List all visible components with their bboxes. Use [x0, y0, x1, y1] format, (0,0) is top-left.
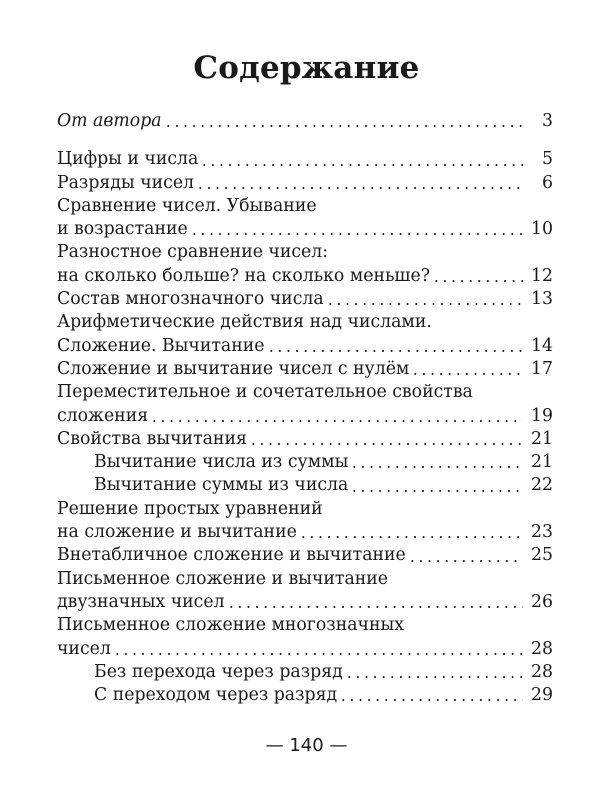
toc-entry[interactable]	[57, 568, 553, 615]
dot-leader	[408, 544, 523, 567]
page-number: 25	[531, 545, 553, 566]
toc-subentry[interactable]	[57, 684, 553, 707]
dot-leader	[432, 265, 523, 288]
page-number: 19	[531, 405, 553, 426]
page-number: 3	[542, 111, 553, 131]
toc-entry[interactable]	[57, 358, 553, 381]
page-number: 26	[531, 591, 553, 612]
toc-entry[interactable]	[57, 311, 553, 358]
toc-entry-line: Письменное сложение многозначных	[57, 615, 404, 636]
toc-entry-label: Разряды чисел	[57, 172, 195, 193]
page-number: 17	[531, 358, 553, 379]
section-gap	[57, 133, 553, 148]
toc-entry-line: Разностное сравнение чисел:	[57, 242, 329, 263]
toc-entry[interactable]	[57, 381, 553, 428]
toc-entry[interactable]	[57, 241, 553, 288]
dot-leader	[267, 335, 523, 358]
page-number: 6	[542, 172, 553, 193]
toc-subentry[interactable]	[57, 474, 553, 497]
toc-entry-label: Без перехода через разряд	[94, 661, 343, 682]
toc-entry-label: Вычитание суммы из числа	[94, 475, 349, 496]
page-number: 5	[542, 149, 553, 170]
toc-subentry[interactable]	[57, 451, 553, 474]
page-footer-number: — 140 —	[265, 735, 348, 756]
dot-leader	[190, 218, 523, 241]
page-number: 10	[531, 219, 553, 240]
page-number: 14	[531, 335, 553, 356]
dot-leader	[350, 451, 523, 474]
dot-leader	[350, 474, 523, 497]
page-number: 21	[531, 452, 553, 473]
toc-entry[interactable]	[57, 544, 553, 567]
toc-entry[interactable]	[57, 172, 553, 195]
dot-leader	[339, 684, 523, 707]
page-number: 22	[531, 475, 553, 496]
toc-entry-label: Состав многозначного числа	[57, 289, 324, 310]
toc-entry-label: на сколько больше? на сколько меньше?	[57, 265, 430, 286]
dot-leader	[200, 148, 523, 171]
toc-entry-line: Переместительное и сочетательное свойства	[57, 382, 473, 403]
dot-leader	[326, 288, 523, 311]
dot-leader	[150, 405, 523, 428]
toc-entry-line: Письменное сложение и вычитание	[57, 568, 389, 589]
dot-leader	[227, 591, 523, 614]
toc-entry-label: сложения	[57, 405, 149, 426]
dot-leader	[299, 521, 523, 544]
page-number: 23	[531, 522, 553, 543]
dot-leader	[411, 358, 523, 381]
toc-entry-line: Решение простых уравнений	[57, 498, 323, 519]
toc-entry[interactable]	[57, 288, 553, 311]
toc-entry-label: От автора	[57, 111, 162, 131]
toc-subentry[interactable]	[57, 661, 553, 684]
toc-entry-label: Свойства вычитания	[57, 428, 247, 449]
toc-entry[interactable]	[57, 498, 553, 545]
toc-entry[interactable]	[57, 428, 553, 451]
dot-leader	[113, 638, 523, 661]
toc-entry-label: Цифры и числа	[57, 149, 199, 170]
dot-leader	[164, 110, 523, 133]
toc-entry[interactable]	[57, 614, 553, 661]
page-number: 28	[531, 661, 553, 682]
toc-entry[interactable]	[57, 195, 553, 242]
dot-leader	[196, 172, 523, 195]
toc-entry-label: Внетабличное сложение и вычитание	[57, 545, 406, 566]
page-title: Содержание	[193, 50, 420, 86]
toc-entry-label: двузначных чисел	[57, 591, 225, 612]
toc-entry-label: Сложение. Вычитание	[57, 335, 265, 356]
toc-entry-label: на сложение и вычитание	[57, 522, 297, 543]
toc-entry-line: Арифметические действия над числами.	[57, 312, 432, 333]
toc-entry-line: Сравнение чисел. Убывание	[57, 195, 317, 216]
page-number: 12	[531, 265, 553, 286]
page-number: 29	[531, 685, 553, 706]
toc-entry-author[interactable]	[57, 110, 553, 133]
dot-leader	[345, 661, 523, 684]
toc-entry-label: чисел	[57, 638, 111, 659]
table-of-contents	[57, 110, 553, 707]
toc-entry[interactable]	[57, 148, 553, 171]
toc-entry-label: Вычитание числа из суммы	[94, 452, 349, 473]
dot-leader	[249, 428, 523, 451]
toc-entry-label: Сложение и вычитание чисел с нулём	[57, 358, 410, 379]
toc-entry-label: и возрастание	[57, 219, 188, 240]
page-number: 21	[531, 428, 553, 449]
toc-entry-label: С переходом через разряд	[94, 685, 338, 706]
page-number: 13	[531, 289, 553, 310]
page-number: 28	[531, 638, 553, 659]
